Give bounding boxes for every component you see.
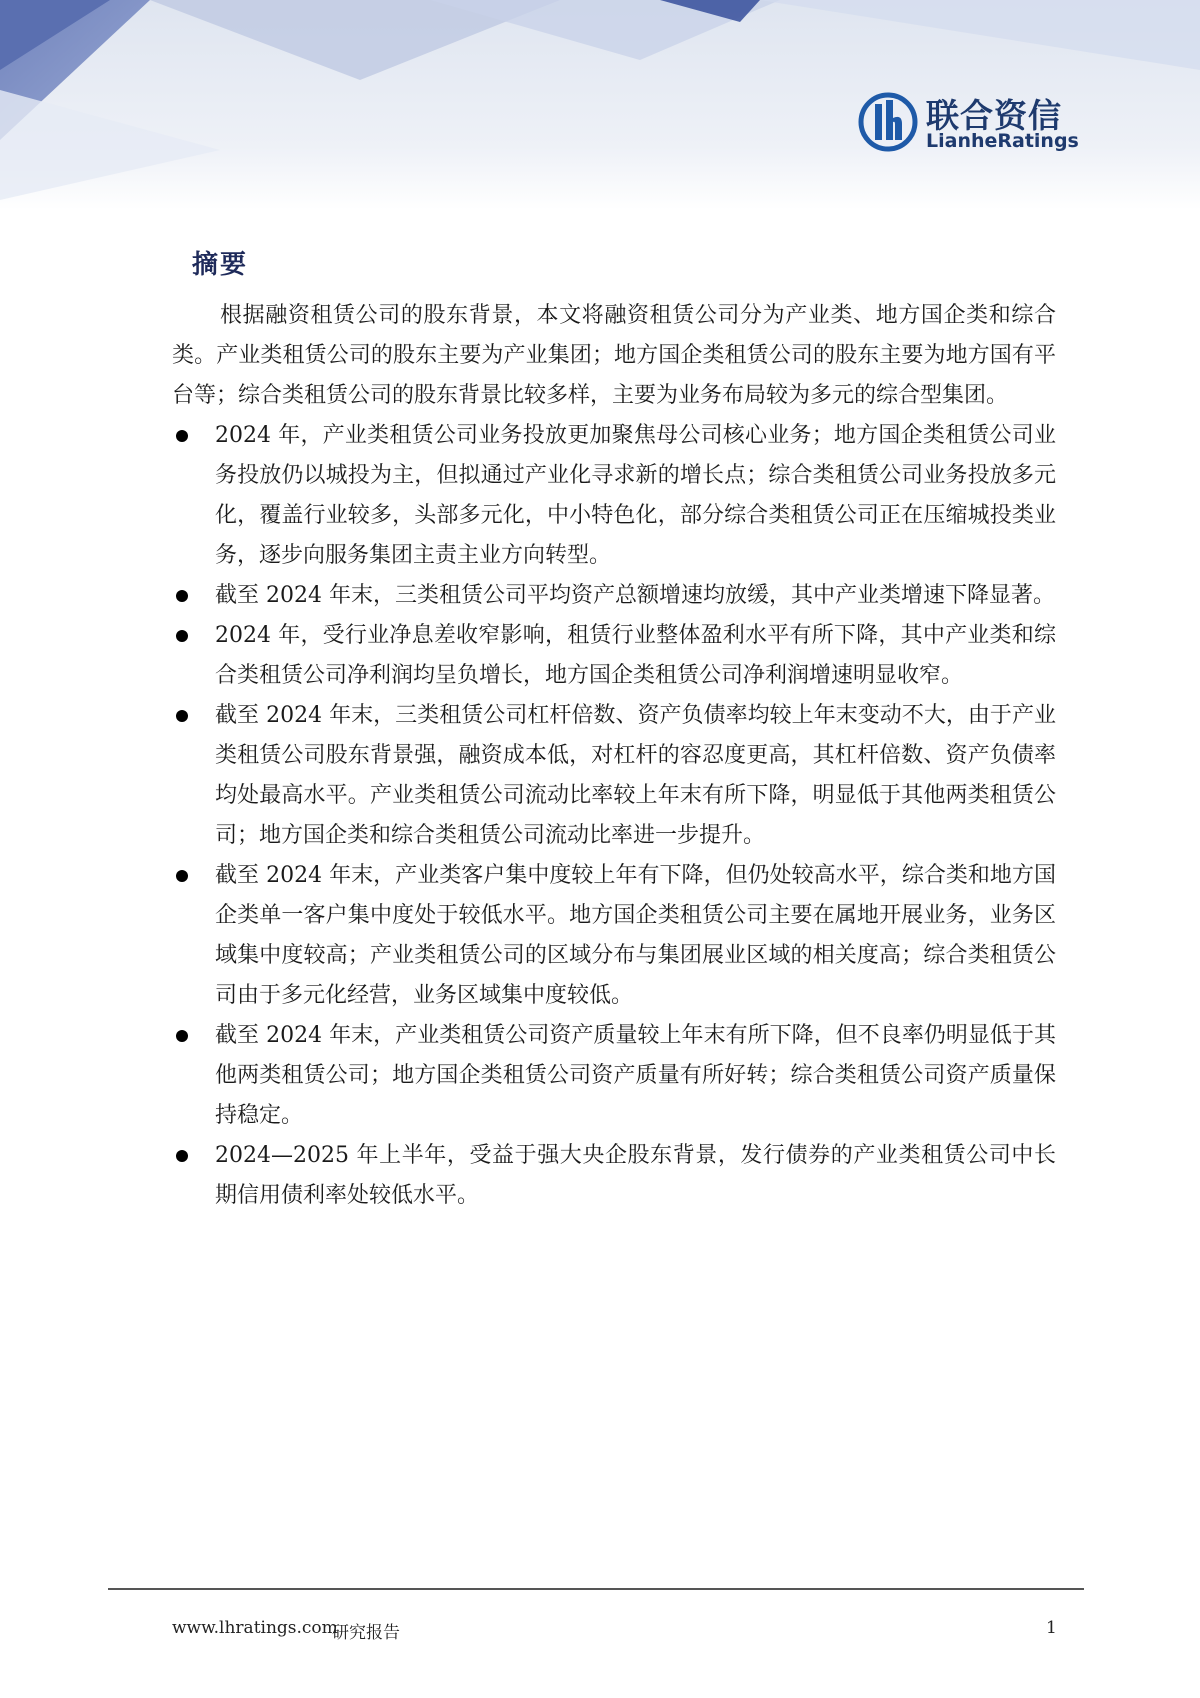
bullet-dot-icon (176, 590, 188, 602)
bullet-text: 截至 2024 年末，产业类租赁公司资产质量较上年末有所下降，但不良率仍明显低于其他两类租赁公司；地方国企类租赁公司资产质量有所好转；综合类租赁公司资产质量保持稳定。 (215, 1023, 1056, 1128)
bullet-text: 截至 2024 年末，三类租赁公司平均资产总额增速均放缓，其中产业类增速下降显著。 (215, 583, 1055, 608)
bullet-dot-icon (176, 1150, 188, 1162)
bullet-item (172, 416, 1056, 576)
bullet-item (172, 616, 1056, 696)
abstract-body (172, 296, 1056, 1216)
footer-doc-type: 研究报告 (332, 1623, 400, 1643)
bullet-item (172, 576, 1056, 616)
bullet-item (172, 856, 1056, 1016)
bullet-item (172, 1016, 1056, 1136)
bullet-dot-icon (176, 430, 188, 442)
bullet-text: 2024—2025 年上半年，受益于强大央企股东背景，发行债券的产业类租赁公司中长期信用债利率处较低水平。 (215, 1143, 1056, 1208)
bullet-text: 截至 2024 年末，产业类客户集中度较上年有下降，但仍处较高水平，综合类和地方国企类单一客户集中度处于较低水平。地方国企类租赁公司主要在属地开展业务，业务区域集中度较高；产业类租赁公司的区域分布与集团展业区域的相关度高；综合类租赁公司由于多元化经营，业务区域集中度较低。 (215, 863, 1056, 1008)
bullet-dot-icon (176, 630, 188, 642)
bullet-dot-icon (176, 870, 188, 882)
bullet-dot-icon (176, 1030, 188, 1042)
bullet-dot-icon (176, 710, 188, 722)
header-banner (0, 0, 1200, 210)
footer-website-link[interactable]: www.lhratings.com (172, 1618, 338, 1638)
bullet-item (172, 696, 1056, 856)
section-title: 摘要 (192, 250, 249, 280)
bullet-text: 截至 2024 年末，三类租赁公司杠杆倍数、资产负债率均较上年末变动不大，由于产业类租赁公司股东背景强，融资成本低，对杠杆的容忍度更高，其杠杆倍数、资产负债率均处最高水平。产业类租赁公司流动比率较上年末有所下降，明显低于其他两类租赁公司；地方国企类和综合类租赁公司流动比率进一步提升。 (215, 703, 1056, 848)
intro-paragraph: 根据融资租赁公司的股东背景，本文将融资租赁公司分为产业类、地方国企类和综合类。产业类租赁公司的股东主要为产业集团；地方国企类租赁公司的股东主要为地方国有平台等；综合类租赁公司的股东背景比较多样，主要为业务布局较为多元的综合型集团。 (172, 303, 1056, 408)
bullet-text: 2024 年，受行业净息差收窄影响，租赁行业整体盈利水平有所下降，其中产业类和综合类租赁公司净利润均呈负增长，地方国企类租赁公司净利润增速明显收窄。 (215, 623, 1056, 688)
footer-divider (108, 1588, 1084, 1590)
summary-bullet-list (172, 416, 1056, 1216)
logo-name-en: LianheRatings (926, 130, 1079, 152)
bullet-text: 2024 年，产业类租赁公司业务投放更加聚焦母公司核心业务；地方国企类租赁公司业务投放仍以城投为主，但拟通过产业化寻求新的增长点；综合类租赁公司业务投放多元化，覆盖行业较多，头部多元化，中小特色化，部分综合类租赁公司正在压缩城投类业务，逐步向服务集团主责主业方向转型。 (215, 423, 1056, 568)
lianhe-logo-mark-icon (858, 90, 918, 154)
logo-name-cn: 联合资信 (926, 96, 1062, 135)
page-number: 1 (1046, 1618, 1057, 1638)
bullet-item (172, 1136, 1056, 1216)
lianhe-logo (858, 90, 1079, 154)
